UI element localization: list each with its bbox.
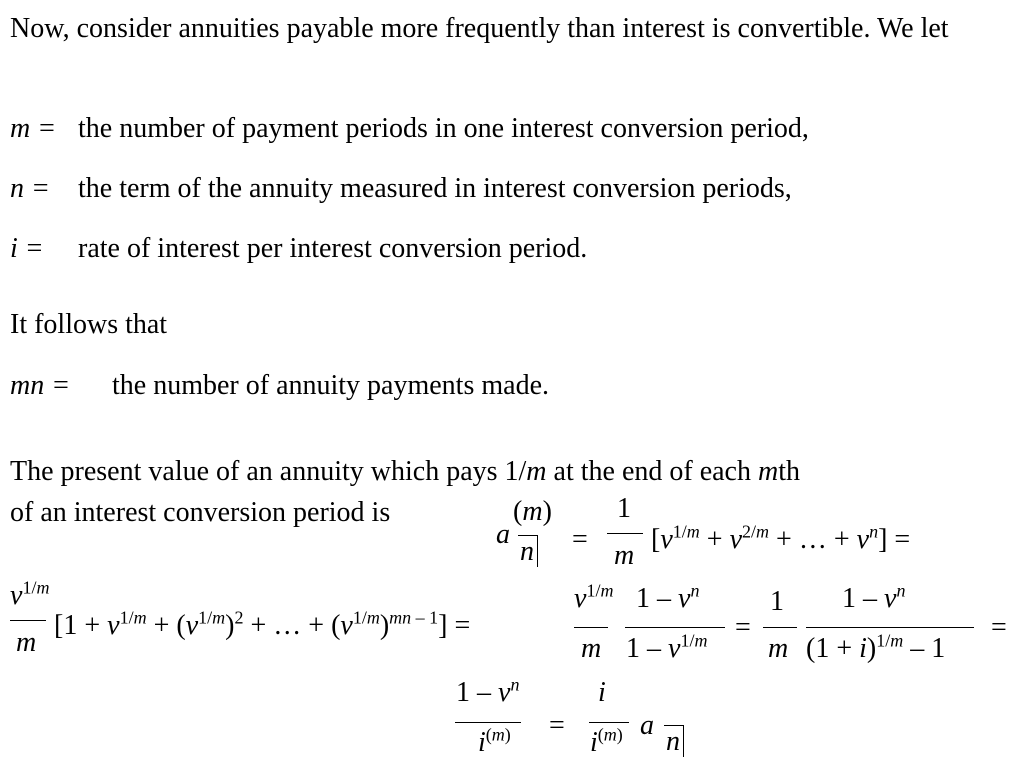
fraction-numerator: $1 - v^n$: [842, 580, 906, 614]
definition-term-m: m =: [10, 113, 57, 144]
pv-line1-c: th: [778, 456, 800, 487]
definition-desc-i: rate of interest per interest conversion period.: [78, 233, 588, 264]
pv-line1-b: at the end of each: [546, 456, 758, 487]
annuity-subscript-n: n: [664, 726, 684, 758]
definition-desc-n: the term of the annuity measured in interest conversion periods,: [78, 173, 792, 204]
definition-term-mn: mn =: [10, 370, 71, 401]
fraction-bar: [625, 627, 725, 628]
fraction-bar: [574, 627, 608, 628]
intro-paragraph: Now, consider annuities payable more frequently than interest is convertible. We let: [10, 13, 949, 44]
annuity-symbol-a: a: [496, 519, 510, 550]
fraction-numerator: $v^{1/m}$: [10, 577, 50, 611]
equals-sign: =: [991, 612, 1007, 643]
annuity-subscript-n: n: [518, 536, 538, 568]
fraction-numerator: $1 - v^n$: [456, 674, 520, 708]
follows-text: It follows that: [10, 309, 168, 340]
fraction-numerator: $1 - v^n$: [636, 580, 700, 614]
fraction-bar: [806, 627, 974, 628]
equals-sign: =: [549, 710, 565, 741]
fraction-bar: [763, 627, 797, 628]
fraction-denominator: $1 - v^{1/m}$: [626, 630, 708, 664]
annuity-superscript-m: (m): [513, 496, 552, 527]
fraction-bar: [589, 722, 629, 723]
fraction-denominator: m: [614, 540, 635, 571]
definition-term-n: n =: [10, 173, 50, 204]
pv-line1-a: The present value of an annuity which pays 1/: [10, 456, 527, 487]
fraction-denominator: m: [581, 633, 602, 664]
equals-sign: =: [572, 524, 588, 555]
pv-line1-m: m: [526, 456, 547, 487]
fraction-numerator: 1: [770, 586, 784, 617]
definition-desc-mn: the number of annuity payments made.: [112, 370, 549, 401]
equals-sign: =: [735, 612, 751, 643]
pv-line1-m2: m: [757, 456, 779, 487]
fraction-numerator: 1: [617, 493, 631, 524]
fraction-bar: [607, 533, 643, 534]
definition-term-i: i =: [10, 233, 44, 264]
definition-desc-m: the number of payment periods in one interest conversion period,: [78, 113, 809, 144]
pv-line2: of an interest conversion period is: [10, 497, 391, 528]
fraction-numerator: i: [598, 677, 606, 708]
annuity-symbol-a: a: [640, 710, 654, 741]
fraction-bar: [455, 722, 521, 723]
fraction-denominator: m: [16, 627, 37, 658]
fraction-numerator: $v^{1/m}$: [574, 580, 614, 614]
fraction-denominator: $(1 + i)^{1/m} - 1$: [806, 630, 946, 664]
fraction-denominator: $i^{(m)}$: [478, 724, 511, 758]
bracket-expression: [$1 + v^{1/m} + (v^{1/m})^2$ + … + $(v^{1/m})^{mn}$ $^{- 1}$] =: [54, 607, 471, 641]
bracket-expression: [$v^{1/m} + v^{2/m}$ + … + $v^n$] =: [651, 521, 911, 555]
fraction-denominator: m: [768, 633, 789, 664]
fraction-denominator: $i^{(m)}$: [590, 724, 623, 758]
fraction-bar: [10, 620, 46, 621]
